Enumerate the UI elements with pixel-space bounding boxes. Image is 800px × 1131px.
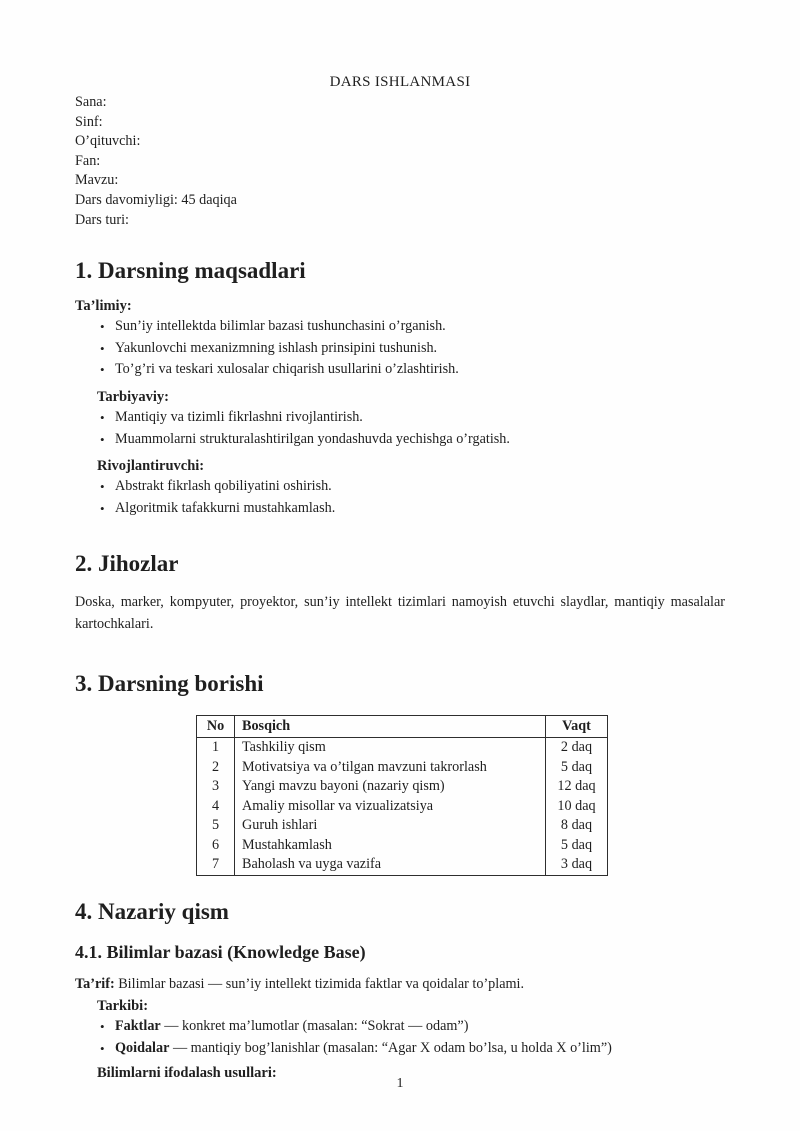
bullet-icon: • bbox=[100, 340, 105, 356]
definition-line bbox=[75, 974, 725, 994]
bullet-icon: • bbox=[100, 1019, 105, 1035]
table-cell-no: 6 bbox=[197, 836, 235, 856]
table-cell-time: 5 daq bbox=[546, 836, 608, 856]
goal-group-label-tarbiyaviy: Tarbiyaviy: bbox=[97, 388, 169, 405]
bullet-icon: • bbox=[100, 362, 105, 378]
equipment-paragraph: Doska, marker, kompyuter, proyektor, sun’iy intellekt tizimlari namoyish etuvchi slaydlar, mantiqiy masalalar kartochkalari. bbox=[75, 594, 725, 633]
definition-label: Ta’rif: bbox=[75, 976, 115, 993]
meta-line-sana: Sana: bbox=[75, 94, 107, 110]
lesson-flow-table bbox=[196, 715, 608, 876]
section-heading-equipment: 2. Jihozlar bbox=[75, 551, 179, 577]
meta-line-turi: Dars turi: bbox=[75, 211, 129, 228]
goal-item bbox=[75, 476, 725, 498]
table-cell-no: 7 bbox=[197, 855, 235, 875]
table-row bbox=[197, 855, 608, 875]
bullet-icon: • bbox=[100, 319, 105, 335]
bullet-icon: • bbox=[100, 500, 105, 516]
table-row bbox=[197, 797, 608, 817]
goal-item-text: Yakunlovchi mexanizmning ishlash prinsipini tushunish. bbox=[115, 339, 438, 356]
table-row bbox=[197, 777, 608, 797]
meta-line-davomiyligi: Dars davomiyligi: 45 daqiqa bbox=[75, 191, 237, 208]
meta-line-sinf: Sinf: bbox=[75, 113, 103, 130]
section-heading-goals: 1. Darsning maqsadlari bbox=[75, 258, 306, 284]
meta-block bbox=[75, 93, 725, 230]
meta-line-oqituvchi: O’qituvchi: bbox=[75, 133, 141, 150]
goal-item bbox=[75, 429, 725, 451]
table-cell-step: Tashkiliy qism bbox=[235, 737, 546, 757]
goal-item-text: Abstrakt fikrlash qobiliyatini oshirish. bbox=[115, 478, 332, 495]
table-header-bosqich: Bosqich bbox=[235, 715, 546, 737]
table-row bbox=[197, 737, 608, 757]
table-cell-no: 3 bbox=[197, 777, 235, 797]
goal-item bbox=[75, 359, 725, 381]
subsection-heading-knowledge-base: 4.1. Bilimlar bazasi (Knowledge Base) bbox=[75, 942, 366, 963]
table-header-row bbox=[197, 715, 608, 737]
goal-group-label-talimiy: Ta’limiy: bbox=[75, 298, 132, 315]
methods-label: Bilimlarni ifodalash usullari: bbox=[97, 1065, 277, 1082]
kb-item-term: Qoidalar bbox=[115, 1039, 170, 1056]
table-cell-no: 2 bbox=[197, 758, 235, 778]
table-row bbox=[197, 836, 608, 856]
table-cell-step: Yangi mavzu bayoni (nazariy qism) bbox=[235, 777, 546, 797]
table-header-vaqt: Vaqt bbox=[546, 715, 608, 737]
kb-item-text: — konkret ma’lumotlar (masalan: “Sokrat — odam”) bbox=[160, 1018, 469, 1035]
structure-label: Tarkibi: bbox=[97, 998, 149, 1015]
table-cell-step: Motivatsiya va o’tilgan mavzuni takrorlash bbox=[235, 758, 546, 778]
table-cell-no: 4 bbox=[197, 797, 235, 817]
table-cell-time: 12 daq bbox=[546, 777, 608, 797]
section-heading-theory: 4. Nazariy qism bbox=[75, 899, 229, 925]
table-row bbox=[197, 816, 608, 836]
table-row bbox=[197, 758, 608, 778]
table-cell-no: 5 bbox=[197, 816, 235, 836]
goal-item bbox=[75, 407, 725, 429]
goal-group-label-rivojlantiruvchi: Rivojlantiruvchi: bbox=[97, 458, 205, 475]
goal-item bbox=[75, 338, 725, 360]
table-cell-time: 5 daq bbox=[546, 758, 608, 778]
table-cell-time: 3 daq bbox=[546, 855, 608, 875]
table-cell-step: Guruh ishlari bbox=[235, 816, 546, 836]
table-cell-step: Baholash va uyga vazifa bbox=[235, 855, 546, 875]
goal-item-text: Algoritmik tafakkurni mustahkamlash. bbox=[115, 499, 336, 516]
table-cell-time: 10 daq bbox=[546, 797, 608, 817]
section-heading-flow: 3. Darsning borishi bbox=[75, 670, 264, 696]
goal-item-text: Sun’iy intellektda bilimlar bazasi tushunchasini o’rganish. bbox=[115, 318, 446, 335]
bullet-icon: • bbox=[100, 431, 105, 447]
meta-line-fan: Fan: bbox=[75, 152, 101, 169]
bullet-icon: • bbox=[100, 409, 105, 425]
page-number: 1 bbox=[396, 1076, 404, 1091]
table-cell-time: 8 daq bbox=[546, 816, 608, 836]
goal-item-text: To’g’ri va teskari xulosalar chiqarish usullarini o’zlashtirish. bbox=[115, 361, 459, 378]
bullet-icon: • bbox=[100, 479, 105, 495]
definition-text: Bilimlar bazasi — sun’iy intellekt tizimida faktlar va qoidalar to’plami. bbox=[114, 976, 525, 993]
meta-line-mavzu: Mavzu: bbox=[75, 172, 119, 189]
table-cell-step: Mustahkamlash bbox=[235, 836, 546, 856]
kb-item-text: — mantiqiy bog’lanishlar (masalan: “Agar X odam bo’lsa, u holda X o’lim”) bbox=[169, 1039, 612, 1056]
goal-item-text: Mantiqiy va tizimli fikrlashni rivojlantirish. bbox=[115, 408, 363, 425]
kb-item bbox=[75, 1016, 725, 1038]
kb-item bbox=[75, 1038, 725, 1060]
kb-item-term: Faktlar bbox=[115, 1018, 161, 1035]
document-title: DARS ISHLANMASI bbox=[329, 74, 471, 90]
goal-item-text: Muammolarni strukturalashtirilgan yondashuvda yechishga o’rgatish. bbox=[115, 430, 510, 447]
table-cell-no: 1 bbox=[197, 737, 235, 757]
bullet-icon: • bbox=[100, 1040, 105, 1056]
goal-item bbox=[75, 498, 725, 520]
table-header-no: No bbox=[197, 715, 235, 737]
table-cell-step: Amaliy misollar va vizualizatsiya bbox=[235, 797, 546, 817]
table-cell-time: 2 daq bbox=[546, 737, 608, 757]
goal-item bbox=[75, 316, 725, 338]
